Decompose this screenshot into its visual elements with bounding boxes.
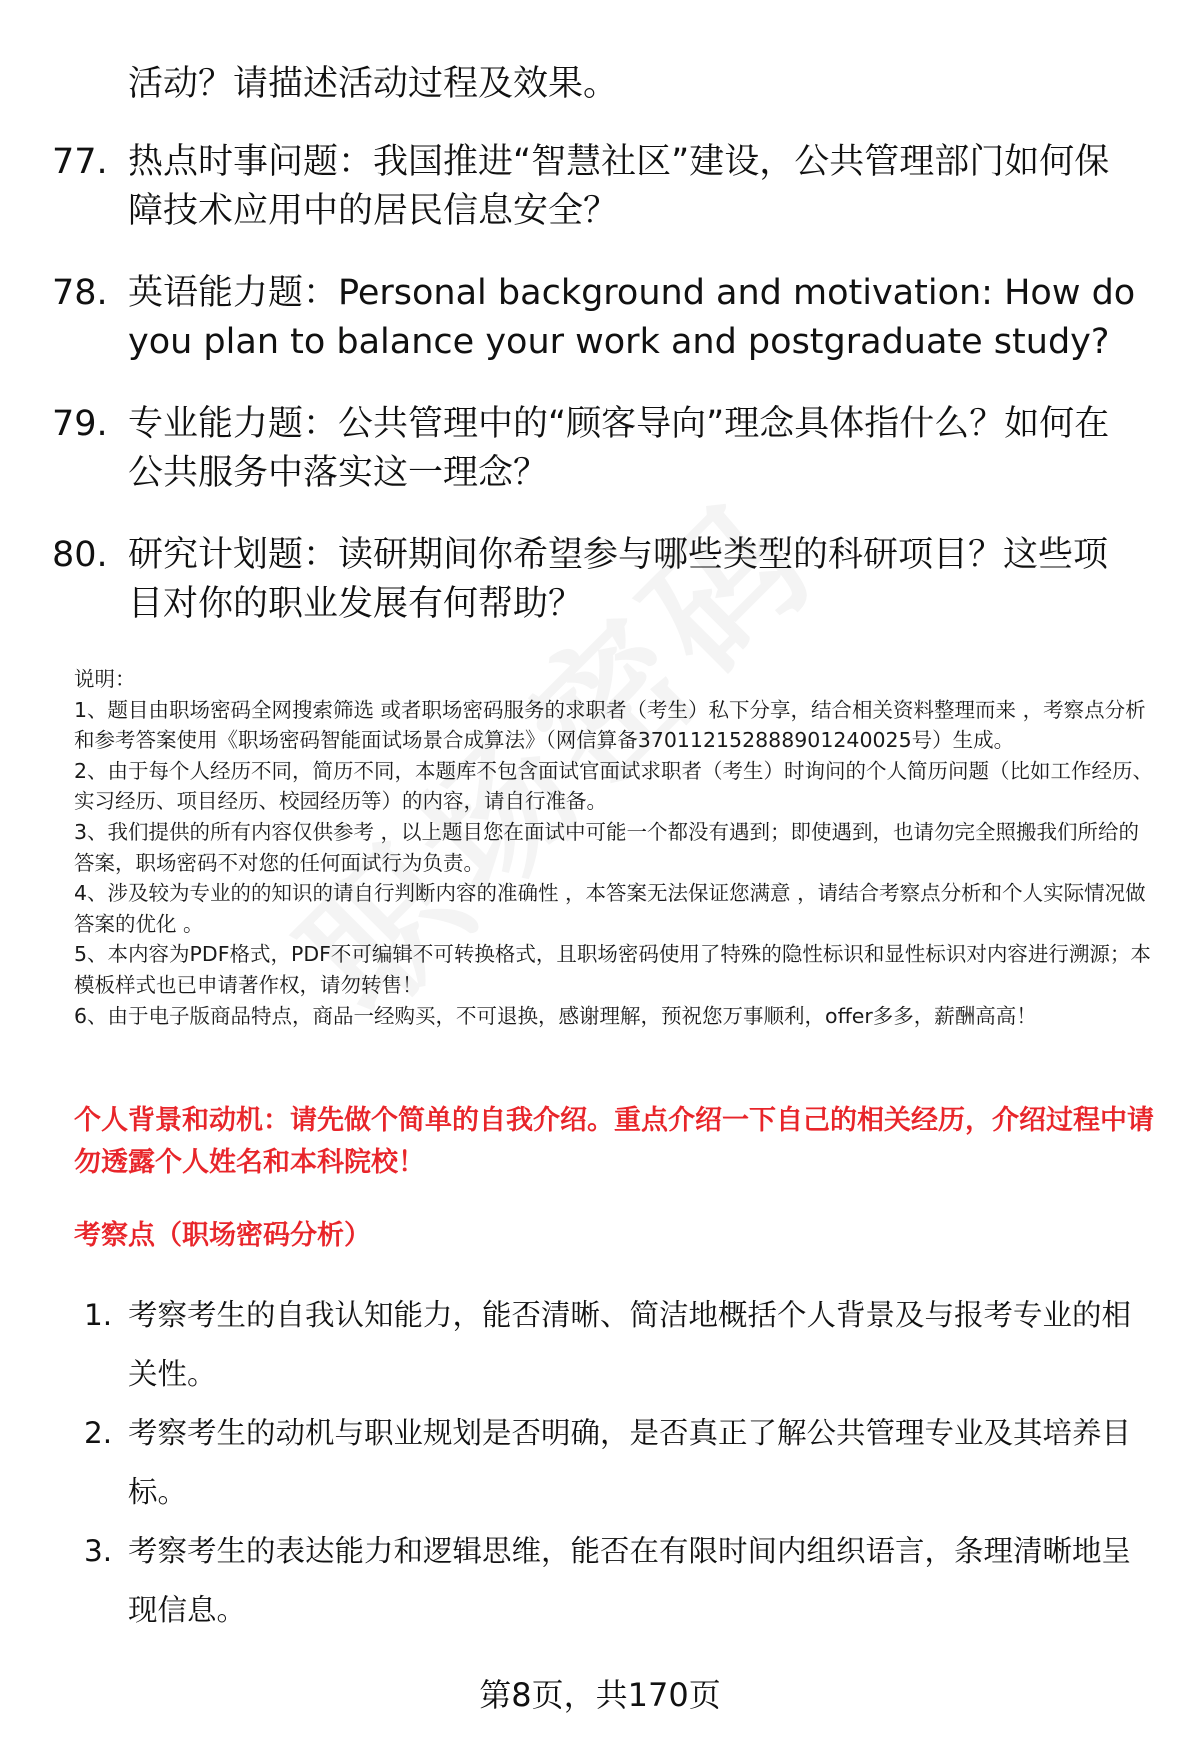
analysis-list [84, 1286, 1154, 1640]
question-number: 77. [52, 142, 108, 182]
analysis-number: 2. [84, 1416, 113, 1450]
question-number: 79. [52, 404, 108, 444]
analysis-title: 考察点（职场密码分析） [74, 1220, 371, 1251]
note-item: 2、由于每个人经历不同，简历不同，本题库不包含面试官面试求职者（考生）时询问的个人简历问题（比如工作经历、实习经历、项目经历、校园经历等）的内容，请自行准备。 [74, 758, 1154, 814]
note-item: 4、涉及较为专业的的知识的请自行判断内容的准确性 ，本答案无法保证您满意 ，请结合考察点分析和个人实际情况做答案的优化 。 [74, 881, 1146, 936]
note-item: 5、本内容为PDF格式，PDF不可编辑不可转换格式，且职场密码使用了特殊的隐性标识和显性标识对内容进行溯源；本模板样式也已申请著作权，请勿转售！ [74, 942, 1151, 997]
notes-heading: 说明： [74, 667, 136, 691]
question-item [52, 269, 1142, 367]
question-list [52, 138, 1142, 662]
page-footer: 第8页，共170页 [479, 1676, 721, 1714]
notes-section [74, 664, 1154, 1031]
question-number: 80. [52, 535, 108, 575]
analysis-text: 考察考生的表达能力和逻辑思维，能否在有限时间内组织语言，条理清晰地呈现信息。 [128, 1534, 1132, 1627]
analysis-number: 3. [84, 1534, 113, 1568]
note-item: 6、由于电子版商品特点，商品一经购买，不可退换，感谢理解，预祝您万事顺利，offer多多，薪酬高高！ [74, 1003, 1037, 1028]
question-text: 研究计划题：读研期间你希望参与哪些类型的科研项目？这些项目对你的职业发展有何帮助？ [128, 535, 1109, 624]
analysis-item [84, 1286, 1154, 1404]
featured-question: 个人背景和动机：请先做个简单的自我介绍。重点介绍一下自己的相关经历，介绍过程中请勿透露个人姓名和本科院校！ [74, 1105, 1154, 1178]
analysis-item [84, 1522, 1154, 1640]
analysis-number: 1. [84, 1298, 113, 1332]
question-text: 热点时事问题：我国推进“智慧社区”建设，公共管理部门如何保障技术应用中的居民信息安全？ [128, 142, 1110, 231]
question-item [52, 138, 1142, 236]
question-item [52, 400, 1142, 498]
analysis-text: 考察考生的动机与职业规划是否明确，是否真正了解公共管理专业及其培养目标。 [128, 1416, 1132, 1509]
question-number: 78. [52, 273, 108, 313]
question-text: 英语能力题：Personal background and motivation: How do you plan to balance your work and postgraduate study? [128, 273, 1136, 362]
question-text: 专业能力题：公共管理中的“顾客导向”理念具体指什么？如何在公共服务中落实这一理念？ [128, 404, 1110, 493]
analysis-text: 考察考生的自我认知能力，能否清晰、简洁地概括个人背景及与报考专业的相关性。 [128, 1298, 1132, 1391]
analysis-item [84, 1404, 1154, 1522]
note-item: 3、我们提供的所有内容仅供参考 ，以上题目您在面试中可能一个都没有遇到；即使遇到，也请勿完全照搬我们所给的答案，职场密码不对您的任何面试行为负责。 [74, 819, 1140, 875]
question-continuation: 活动？请描述活动过程及效果。 [128, 64, 619, 104]
question-item [52, 531, 1142, 629]
note-item: 1、题目由职场密码全网搜索筛选 或者职场密码服务的求职者（考生）私下分享，结合相关资料整理而来 ，考察点分析和参考答案使用《职场密码智能面试场景合成算法》（网信算备370112152888901240025号）生成。 [74, 697, 1146, 753]
